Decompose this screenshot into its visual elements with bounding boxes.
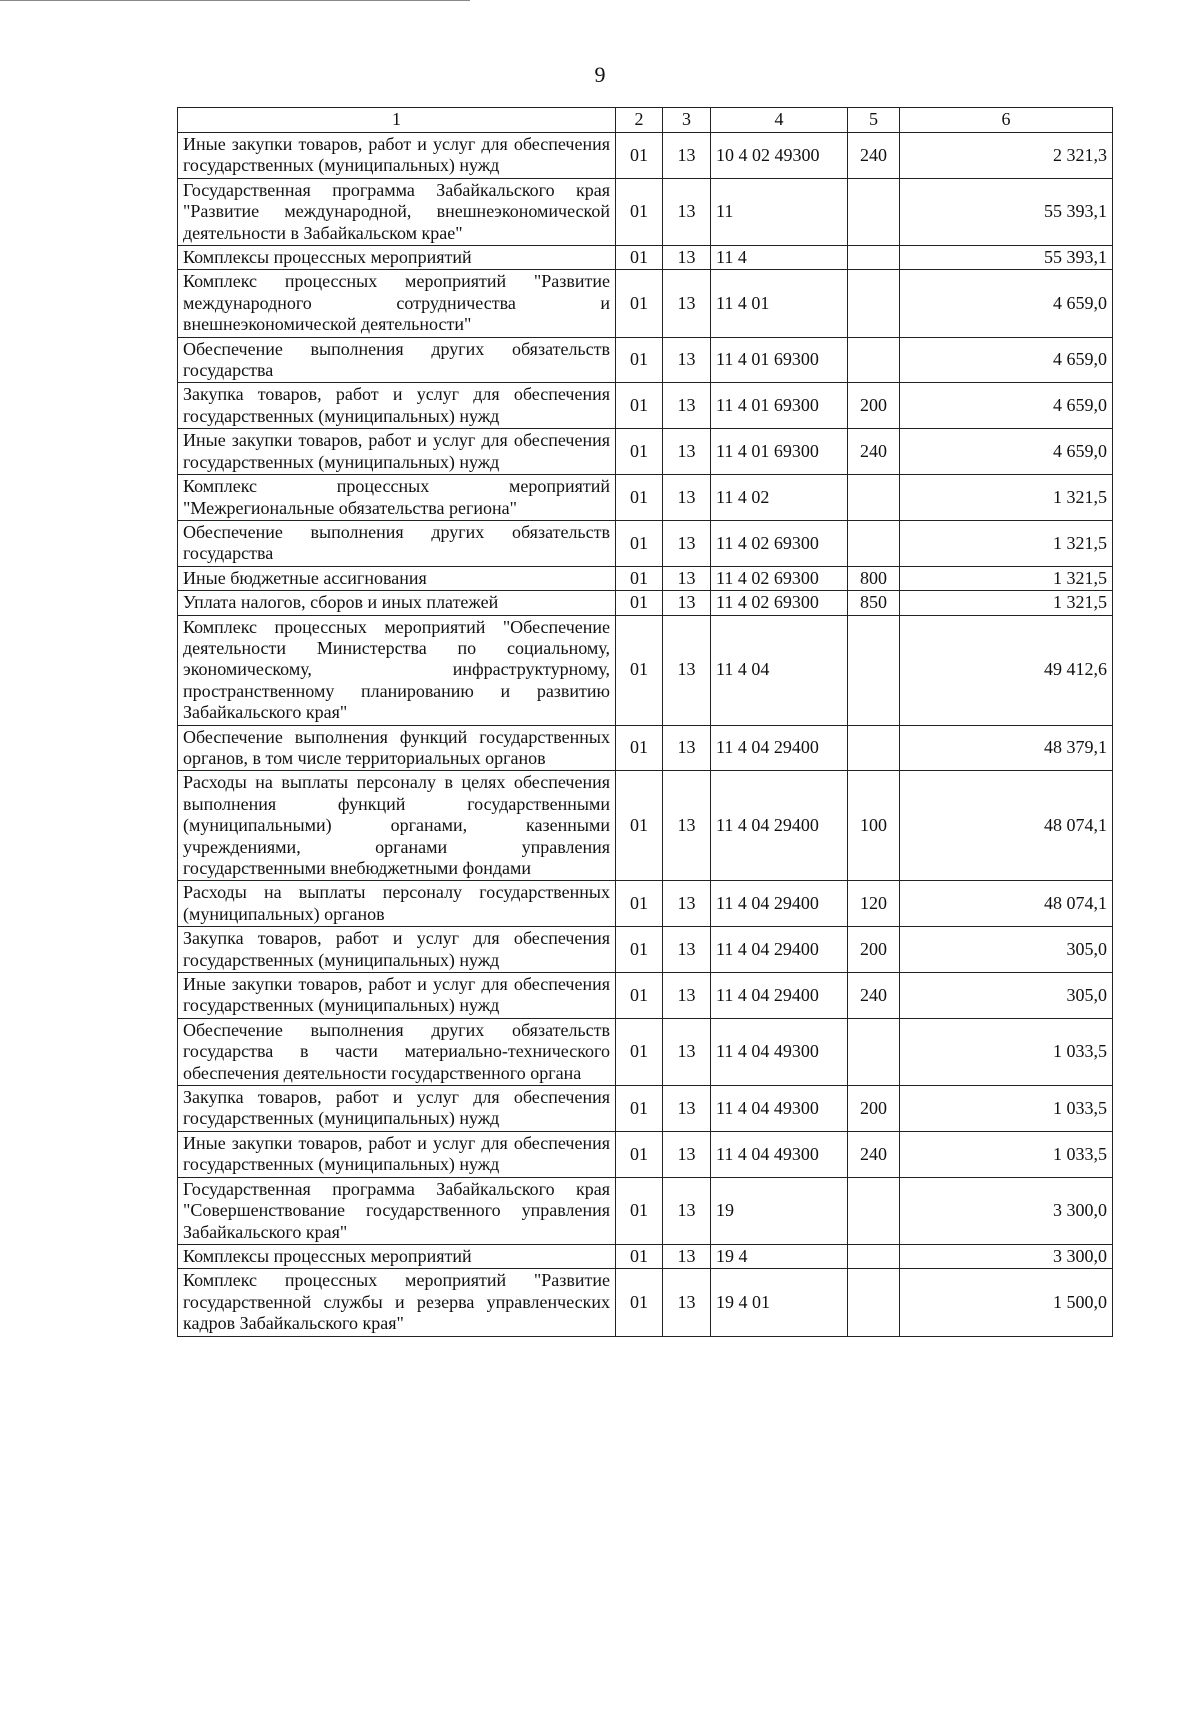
row-name-cell: Иные закупки товаров, работ и услуг для обеспечения государственных (муниципальных) нужд [178, 133, 616, 179]
table-row [178, 615, 1113, 725]
row-type-cell: 240 [848, 429, 900, 475]
row-sum-cell: 48 379,1 [900, 725, 1113, 771]
row-name-cell: Обеспечение выполнения функций государственных органов, в том числе территориальных органов [178, 725, 616, 771]
row-subsection-cell: 13 [663, 337, 711, 383]
row-subsection-cell: 13 [663, 725, 711, 771]
page-number: 9 [594, 62, 606, 87]
row-subsection-cell: 13 [663, 591, 711, 615]
row-code-cell: 19 [711, 1177, 848, 1244]
row-type-cell: 200 [848, 927, 900, 973]
row-name-cell: Комплекс процессных мероприятий "Межрегиональные обязательства региона" [178, 475, 616, 521]
row-section-cell: 01 [616, 270, 663, 337]
table-row [178, 429, 1113, 475]
row-type-cell [848, 1018, 900, 1085]
row-type-cell [848, 246, 900, 270]
table-row [178, 881, 1113, 927]
row-code-cell: 11 4 01 69300 [711, 429, 848, 475]
row-type-cell [848, 615, 900, 725]
row-section-cell: 01 [616, 1177, 663, 1244]
row-type-cell: 850 [848, 591, 900, 615]
row-name-cell: Закупка товаров, работ и услуг для обеспечения государственных (муниципальных) нужд [178, 927, 616, 973]
row-code-cell: 11 4 04 29400 [711, 973, 848, 1019]
row-type-cell [848, 1269, 900, 1336]
row-section-cell: 01 [616, 475, 663, 521]
row-code-cell: 11 [711, 178, 848, 245]
table-row [178, 1269, 1113, 1336]
row-code-cell: 11 4 01 69300 [711, 337, 848, 383]
row-code-cell: 19 4 01 [711, 1269, 848, 1336]
table-row [178, 270, 1113, 337]
row-name-cell: Государственная программа Забайкальского края "Совершенствование государственного управления Забайкальского края" [178, 1177, 616, 1244]
row-subsection-cell: 13 [663, 1131, 711, 1177]
row-section-cell: 01 [616, 927, 663, 973]
header-col-1: 1 [178, 108, 616, 133]
row-subsection-cell: 13 [663, 927, 711, 973]
row-code-cell: 11 4 [711, 246, 848, 270]
row-code-cell: 11 4 04 29400 [711, 927, 848, 973]
row-section-cell: 01 [616, 178, 663, 245]
row-section-cell: 01 [616, 1086, 663, 1132]
table-row [178, 771, 1113, 881]
row-section-cell: 01 [616, 520, 663, 566]
table-row [178, 1244, 1113, 1268]
row-code-cell: 11 4 02 69300 [711, 566, 848, 590]
row-type-cell: 800 [848, 566, 900, 590]
table-row [178, 246, 1113, 270]
row-sum-cell: 3 300,0 [900, 1244, 1113, 1268]
row-type-cell [848, 475, 900, 521]
row-sum-cell: 4 659,0 [900, 337, 1113, 383]
row-subsection-cell: 13 [663, 1018, 711, 1085]
row-type-cell: 240 [848, 133, 900, 179]
row-section-cell: 01 [616, 615, 663, 725]
row-sum-cell: 4 659,0 [900, 429, 1113, 475]
row-type-cell [848, 270, 900, 337]
table-row [178, 973, 1113, 1019]
row-sum-cell: 2 321,3 [900, 133, 1113, 179]
row-sum-cell: 1 033,5 [900, 1131, 1113, 1177]
row-type-cell [848, 337, 900, 383]
row-sum-cell: 1 033,5 [900, 1086, 1113, 1132]
row-section-cell: 01 [616, 566, 663, 590]
row-name-cell: Расходы на выплаты персоналу государственных (муниципальных) органов [178, 881, 616, 927]
row-section-cell: 01 [616, 725, 663, 771]
row-code-cell: 11 4 04 49300 [711, 1018, 848, 1085]
header-col-2: 2 [616, 108, 663, 133]
row-subsection-cell: 13 [663, 246, 711, 270]
row-name-cell: Обеспечение выполнения других обязательств государства [178, 520, 616, 566]
header-col-3: 3 [663, 108, 711, 133]
row-section-cell: 01 [616, 133, 663, 179]
row-name-cell: Комплекс процессных мероприятий "Развитие международного сотрудничества и внешнеэкономической деятельности" [178, 270, 616, 337]
row-section-cell: 01 [616, 881, 663, 927]
row-type-cell: 200 [848, 1086, 900, 1132]
row-subsection-cell: 13 [663, 1244, 711, 1268]
table-row [178, 337, 1113, 383]
row-code-cell: 11 4 01 [711, 270, 848, 337]
row-sum-cell: 305,0 [900, 973, 1113, 1019]
table-row [178, 383, 1113, 429]
row-subsection-cell: 13 [663, 383, 711, 429]
row-name-cell: Закупка товаров, работ и услуг для обеспечения государственных (муниципальных) нужд [178, 1086, 616, 1132]
budget-table [177, 107, 1113, 1337]
row-section-cell: 01 [616, 246, 663, 270]
row-code-cell: 11 4 02 69300 [711, 591, 848, 615]
row-subsection-cell: 13 [663, 1086, 711, 1132]
table-row [178, 725, 1113, 771]
table-row [178, 133, 1113, 179]
row-sum-cell: 49 412,6 [900, 615, 1113, 725]
row-code-cell: 11 4 04 29400 [711, 771, 848, 881]
row-subsection-cell: 13 [663, 520, 711, 566]
row-code-cell: 11 4 02 69300 [711, 520, 848, 566]
row-type-cell [848, 178, 900, 245]
row-name-cell: Иные закупки товаров, работ и услуг для обеспечения государственных (муниципальных) нужд [178, 973, 616, 1019]
row-subsection-cell: 13 [663, 1177, 711, 1244]
row-sum-cell: 55 393,1 [900, 246, 1113, 270]
table-row [178, 927, 1113, 973]
table-row [178, 178, 1113, 245]
row-sum-cell: 305,0 [900, 927, 1113, 973]
header-col-5: 5 [848, 108, 900, 133]
table-body [178, 133, 1113, 1337]
row-section-cell: 01 [616, 1018, 663, 1085]
row-name-cell: Комплексы процессных мероприятий [178, 246, 616, 270]
row-type-cell: 200 [848, 383, 900, 429]
table-row [178, 566, 1113, 590]
row-subsection-cell: 13 [663, 615, 711, 725]
table-row [178, 1131, 1113, 1177]
row-sum-cell: 4 659,0 [900, 270, 1113, 337]
row-sum-cell: 48 074,1 [900, 771, 1113, 881]
row-type-cell [848, 1244, 900, 1268]
row-section-cell: 01 [616, 1269, 663, 1336]
row-code-cell: 19 4 [711, 1244, 848, 1268]
row-name-cell: Комплекс процессных мероприятий "Развитие государственной службы и резерва управленческих кадров Забайкальского края" [178, 1269, 616, 1336]
row-type-cell: 240 [848, 973, 900, 1019]
row-subsection-cell: 13 [663, 881, 711, 927]
row-type-cell: 100 [848, 771, 900, 881]
row-code-cell: 11 4 01 69300 [711, 383, 848, 429]
row-section-cell: 01 [616, 1131, 663, 1177]
row-sum-cell: 55 393,1 [900, 178, 1113, 245]
row-section-cell: 01 [616, 973, 663, 1019]
row-name-cell: Иные закупки товаров, работ и услуг для обеспечения государственных (муниципальных) нужд [178, 429, 616, 475]
row-sum-cell: 3 300,0 [900, 1177, 1113, 1244]
row-type-cell: 240 [848, 1131, 900, 1177]
row-code-cell: 11 4 04 [711, 615, 848, 725]
row-name-cell: Комплексы процессных мероприятий [178, 1244, 616, 1268]
row-code-cell: 11 4 04 29400 [711, 881, 848, 927]
row-name-cell: Закупка товаров, работ и услуг для обеспечения государственных (муниципальных) нужд [178, 383, 616, 429]
row-name-cell: Иные закупки товаров, работ и услуг для обеспечения государственных (муниципальных) нужд [178, 1131, 616, 1177]
table-row [178, 1177, 1113, 1244]
row-subsection-cell: 13 [663, 178, 711, 245]
row-sum-cell: 1 033,5 [900, 1018, 1113, 1085]
row-name-cell: Государственная программа Забайкальского края "Развитие международной, внешнеэкономической деятельности в Забайкальском крае" [178, 178, 616, 245]
row-name-cell: Обеспечение выполнения других обязательств государства в части материально-технического обеспечения деятельности государственного органа [178, 1018, 616, 1085]
row-sum-cell: 1 321,5 [900, 591, 1113, 615]
row-subsection-cell: 13 [663, 566, 711, 590]
header-row [178, 108, 1113, 133]
row-type-cell [848, 1177, 900, 1244]
row-subsection-cell: 13 [663, 270, 711, 337]
row-name-cell: Уплата налогов, сборов и иных платежей [178, 591, 616, 615]
row-code-cell: 11 4 04 49300 [711, 1131, 848, 1177]
row-code-cell: 11 4 02 [711, 475, 848, 521]
row-sum-cell: 1 321,5 [900, 475, 1113, 521]
table-row [178, 475, 1113, 521]
row-subsection-cell: 13 [663, 1269, 711, 1336]
row-section-cell: 01 [616, 591, 663, 615]
header-col-6: 6 [900, 108, 1113, 133]
row-code-cell: 11 4 04 29400 [711, 725, 848, 771]
scan-edge-line [0, 0, 470, 1]
row-section-cell: 01 [616, 1244, 663, 1268]
row-section-cell: 01 [616, 771, 663, 881]
row-sum-cell: 1 500,0 [900, 1269, 1113, 1336]
row-section-cell: 01 [616, 429, 663, 475]
row-code-cell: 10 4 02 49300 [711, 133, 848, 179]
row-sum-cell: 48 074,1 [900, 881, 1113, 927]
row-type-cell: 120 [848, 881, 900, 927]
row-name-cell: Иные бюджетные ассигнования [178, 566, 616, 590]
row-section-cell: 01 [616, 337, 663, 383]
header-col-4: 4 [711, 108, 848, 133]
row-subsection-cell: 13 [663, 429, 711, 475]
row-type-cell [848, 520, 900, 566]
row-subsection-cell: 13 [663, 771, 711, 881]
table-row [178, 591, 1113, 615]
table-row [178, 1086, 1113, 1132]
row-subsection-cell: 13 [663, 133, 711, 179]
row-sum-cell: 4 659,0 [900, 383, 1113, 429]
row-section-cell: 01 [616, 383, 663, 429]
table-row [178, 520, 1113, 566]
row-name-cell: Расходы на выплаты персоналу в целях обеспечения выполнения функций государственными (муниципальными) органами, казенными учреждениями, органами управления государственными внебюджетными фондами [178, 771, 616, 881]
table-row [178, 1018, 1113, 1085]
row-subsection-cell: 13 [663, 475, 711, 521]
row-type-cell [848, 725, 900, 771]
row-sum-cell: 1 321,5 [900, 566, 1113, 590]
row-name-cell: Комплекс процессных мероприятий "Обеспечение деятельности Министерства по социальному, экономическому, инфраструктурному, пространственному планированию и развитию Забайкальского края" [178, 615, 616, 725]
row-code-cell: 11 4 04 49300 [711, 1086, 848, 1132]
row-name-cell: Обеспечение выполнения других обязательств государства [178, 337, 616, 383]
row-sum-cell: 1 321,5 [900, 520, 1113, 566]
row-subsection-cell: 13 [663, 973, 711, 1019]
